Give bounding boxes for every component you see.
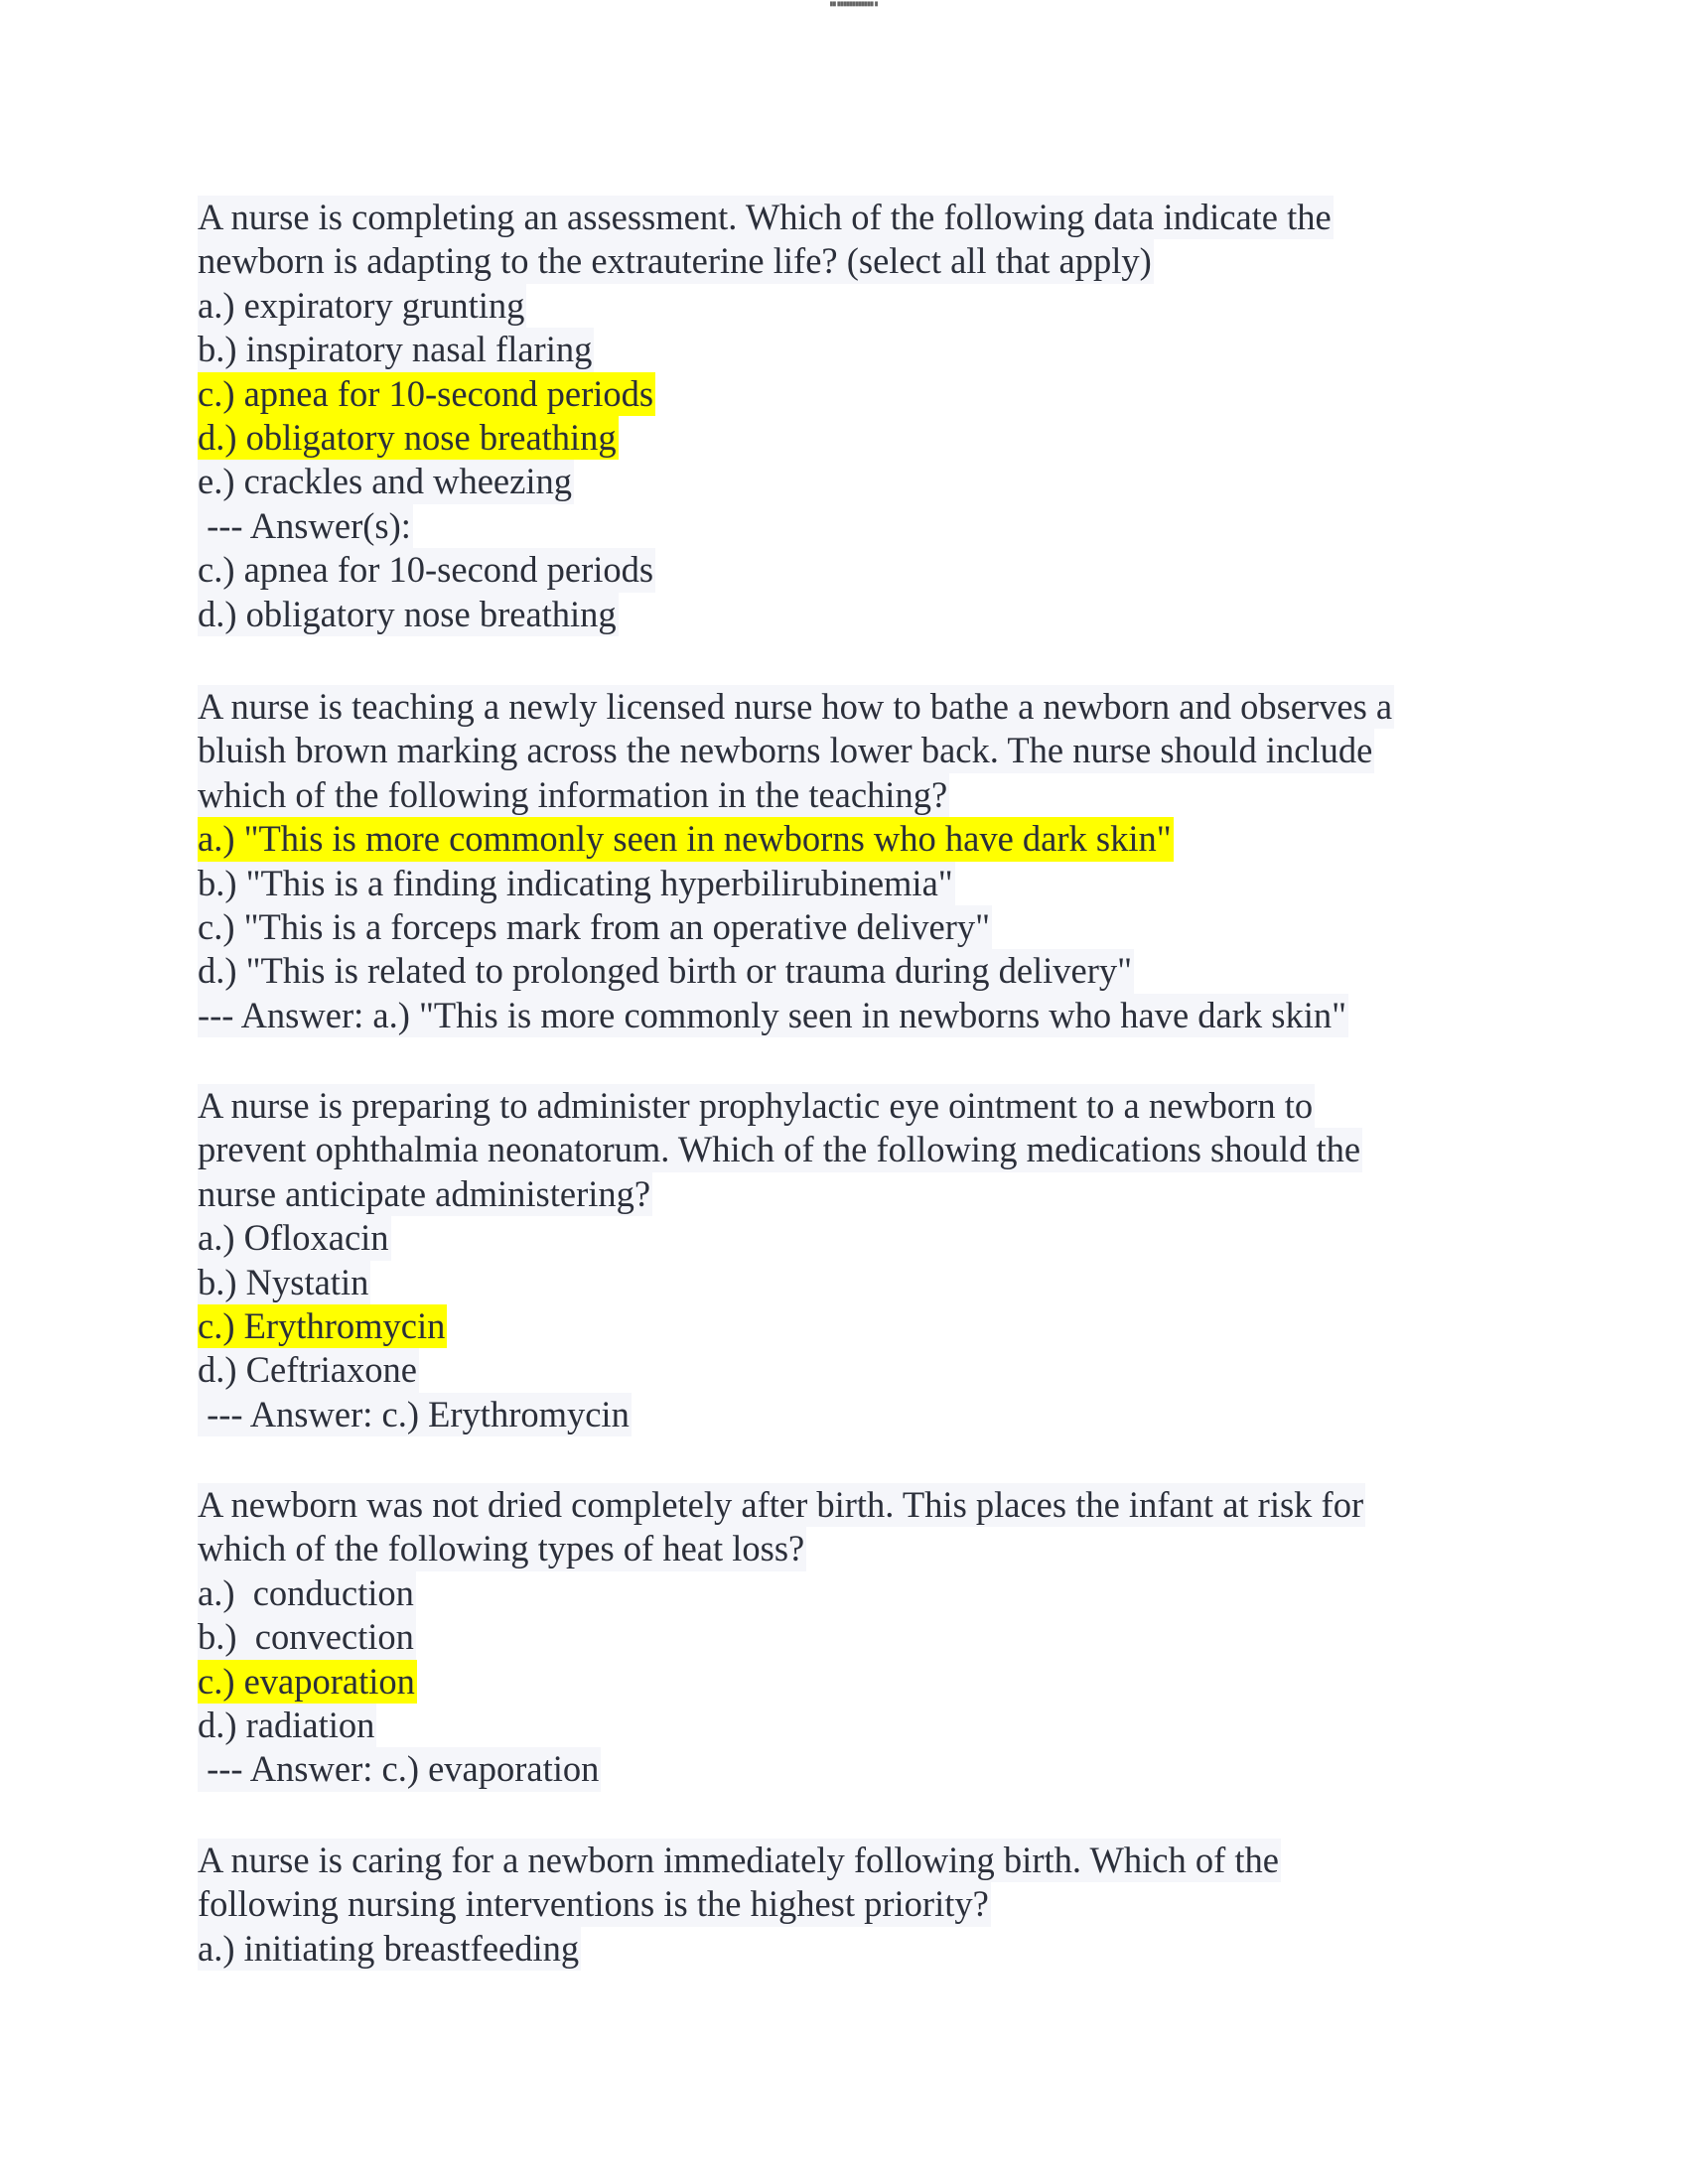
answer-option-a: a.) initiating breastfeeding (198, 1927, 1508, 1971)
answer-option-c-highlighted: c.) Erythromycin (198, 1304, 1508, 1348)
answer-option-a: a.) expiratory grunting (198, 284, 1508, 328)
question-stem-line: nurse anticipate administering? (198, 1172, 1508, 1216)
answer-key-line: --- Answer: a.) "This is more commonly seen in newborns who have dark skin" (198, 994, 1508, 1037)
answer-option-d: d.) Ceftriaxone (198, 1348, 1508, 1392)
answer-key-line: --- Answer: c.) Erythromycin (198, 1393, 1508, 1436)
question-stem-line: A nurse is preparing to administer prophylactic eye ointment to a newborn to (198, 1084, 1508, 1128)
answer-option-b: b.) convection (198, 1615, 1508, 1659)
page-header-mark: ██ ████████████ █ (830, 1, 879, 6)
question-stem-line: A nurse is completing an assessment. Which of the following data indicate the (198, 196, 1508, 239)
answer-option-b: b.) inspiratory nasal flaring (198, 328, 1508, 371)
question-stem-line: prevent ophthalmia neonatorum. Which of the following medications should the (198, 1128, 1508, 1171)
question-block-5 (198, 1839, 1508, 1971)
answer-option-a: a.) Ofloxacin (198, 1216, 1508, 1260)
answer-option-d: d.) "This is related to prolonged birth or trauma during delivery" (198, 949, 1508, 993)
answer-key-label: --- Answer(s): (198, 504, 1508, 548)
question-stem-line: following nursing interventions is the highest priority? (198, 1882, 1508, 1926)
answer-key-line: --- Answer: c.) evaporation (198, 1747, 1508, 1791)
answer-option-e: e.) crackles and wheezing (198, 460, 1508, 503)
answer-option-c-highlighted: c.) apnea for 10-second periods (198, 372, 1508, 416)
answer-key-line: d.) obligatory nose breathing (198, 593, 1508, 636)
question-block-1 (198, 196, 1508, 636)
answer-key-line: c.) apnea for 10-second periods (198, 548, 1508, 592)
question-stem-line: newborn is adapting to the extrauterine life? (select all that apply) (198, 239, 1508, 283)
question-block-4 (198, 1483, 1508, 1792)
question-block-3 (198, 1084, 1508, 1436)
question-stem-line: A nurse is caring for a newborn immediately following birth. Which of the (198, 1839, 1508, 1882)
answer-option-d: d.) radiation (198, 1704, 1508, 1747)
question-stem-line: A nurse is teaching a newly licensed nurse how to bathe a newborn and observes a (198, 685, 1508, 729)
answer-option-b: b.) Nystatin (198, 1261, 1508, 1304)
question-stem-line: bluish brown marking across the newborns lower back. The nurse should include (198, 729, 1508, 772)
answer-option-a-highlighted: a.) "This is more commonly seen in newborns who have dark skin" (198, 817, 1508, 861)
answer-option-b: b.) "This is a finding indicating hyperbilirubinemia" (198, 862, 1508, 905)
question-stem-line: which of the following types of heat loss? (198, 1527, 1508, 1570)
question-stem-line: which of the following information in the teaching? (198, 773, 1508, 817)
answer-option-c: c.) "This is a forceps mark from an operative delivery" (198, 905, 1508, 949)
answer-option-d-highlighted: d.) obligatory nose breathing (198, 416, 1508, 460)
answer-option-c-highlighted: c.) evaporation (198, 1660, 1508, 1704)
question-block-2 (198, 685, 1508, 1037)
answer-option-a: a.) conduction (198, 1571, 1508, 1615)
question-stem-line: A newborn was not dried completely after birth. This places the infant at risk for (198, 1483, 1508, 1527)
